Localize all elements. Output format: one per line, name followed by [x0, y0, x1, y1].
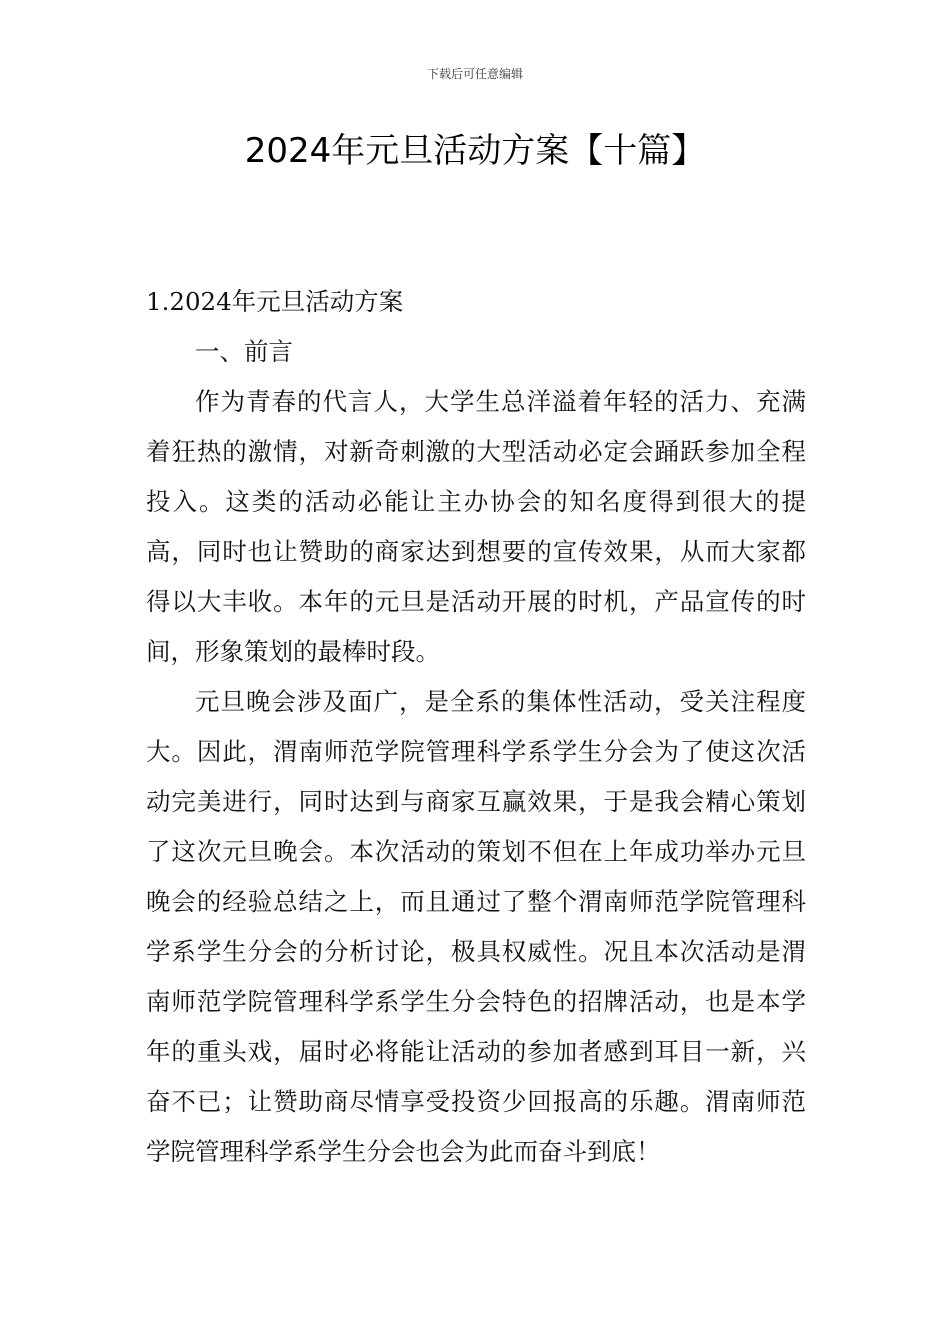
header-note: 下载后可任意编辑 [426, 67, 523, 81]
section-heading: 1.2024年元旦活动方案 [146, 287, 404, 316]
section-subheading: 一、前言 [195, 337, 293, 366]
document-body [146, 277, 806, 1177]
paragraph-1: 作为青春的代言人，大学生总洋溢着年轻的活力、充满着狂热的激情，对新奇刺激的大型活动必定会踊跃参加全程投入。这类的活动必能让主办协会的知名度得到很大的提高，同时也让赞助的商家达到想要的宣传效果，从而大家都得以大丰收。本年的元旦是活动开展的时机，产品宣传的时间，形象策划的最棒时段。 [146, 387, 806, 666]
paragraph-2: 元旦晚会涉及面广，是全系的集体性活动，受关注程度大。因此，渭南师范学院管理科学系学生分会为了使这次活动完美进行，同时达到与商家互赢效果，于是我会精心策划了这次元旦晚会。本次活动的策划不但在上年成功举办元旦晚会的经验总结之上，而且通过了整个渭南师范学院管理科学系学生分会的分析讨论，极具权威性。况且本次活动是渭南师范学院管理科学系学生分会特色的招牌活动，也是本学年的重头戏，届时必将能让活动的参加者感到耳目一新，兴奋不已；让赞助商尽情享受投资少回报高的乐趣。渭南师范学院管理科学系学生分会也会为此而奋斗到底！ [146, 687, 806, 1166]
document-title: 2024年元旦活动方案【十篇】 [244, 131, 706, 171]
